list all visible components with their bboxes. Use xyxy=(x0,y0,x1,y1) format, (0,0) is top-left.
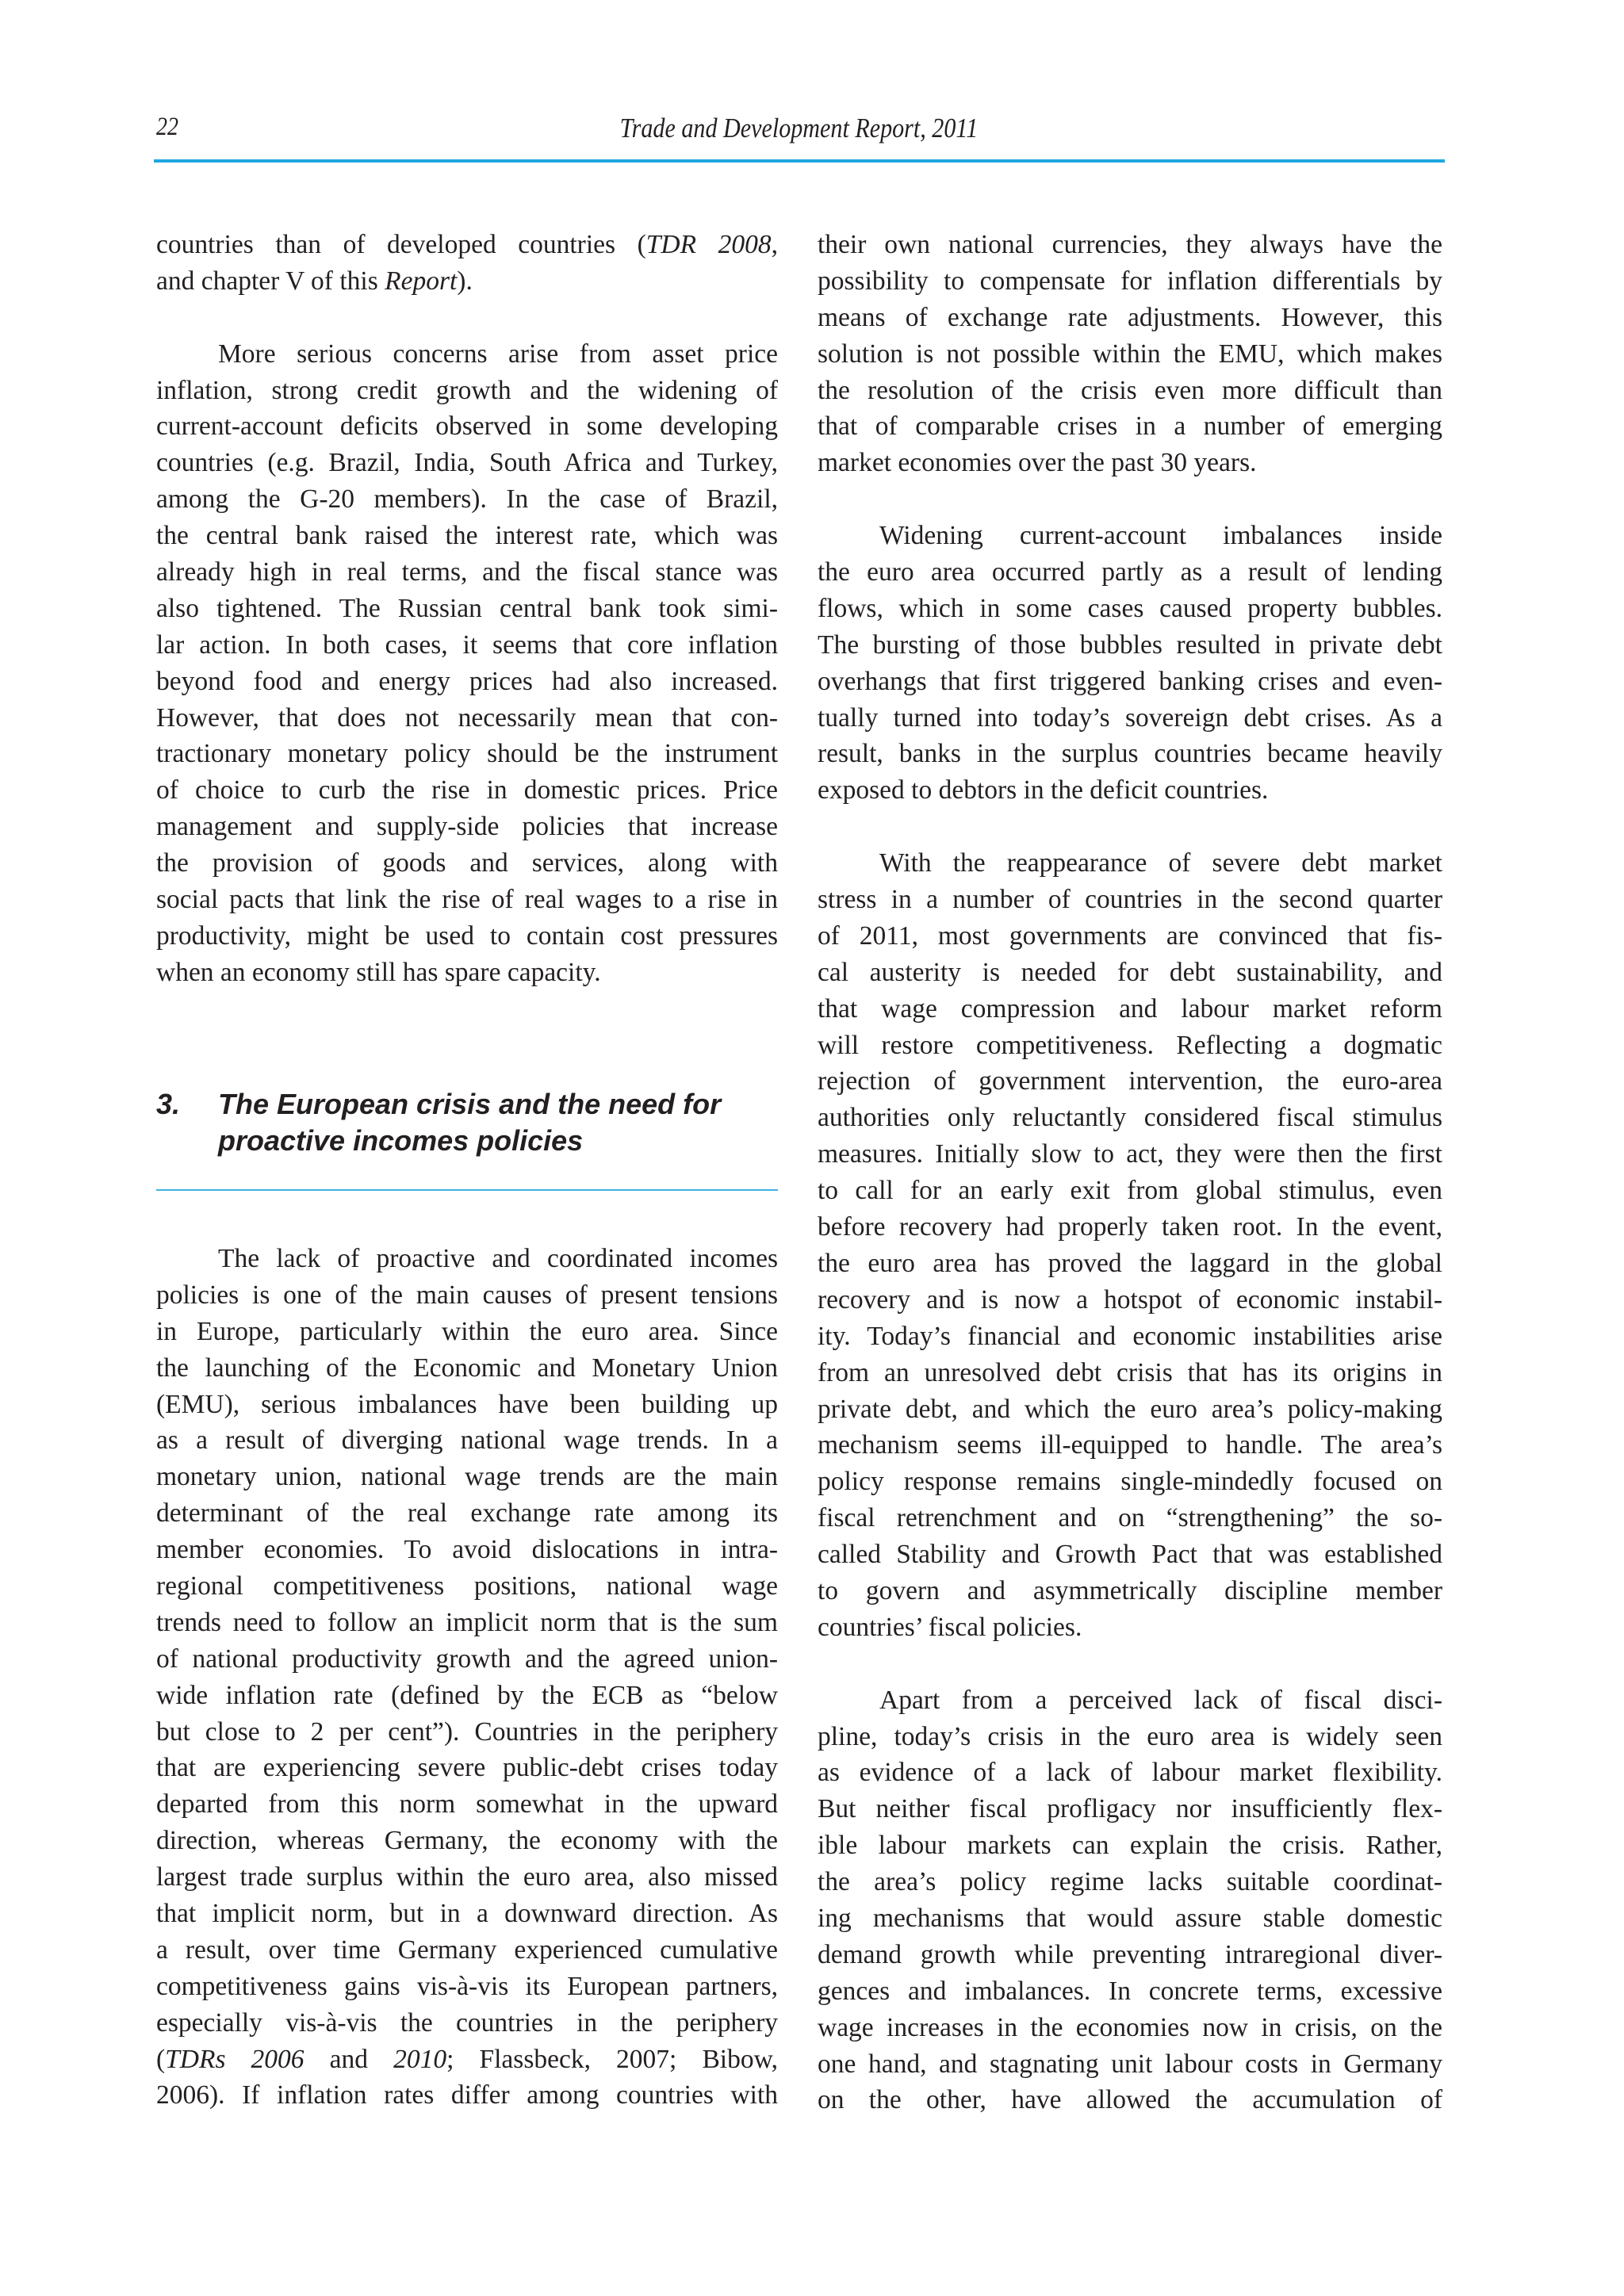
text-line: lar action. In both cases, it seems that core inflation xyxy=(156,629,778,660)
text-line: a result, over time Germany experienced cumulative xyxy=(156,1934,778,1965)
text-line: largest trade surplus within the euro area, also missed xyxy=(156,1862,778,1892)
text-line: of choice to curb the rise in domestic prices. Price xyxy=(156,775,778,806)
text-line: as evidence of a lack of labour market flexibility. xyxy=(818,1758,1442,1788)
text-line: productivity, might be used to contain cost pressures xyxy=(156,920,778,951)
text-line: tually turned into today’s sovereign debt crises. As a xyxy=(818,702,1442,733)
text-line: 2006). If inflation rates differ among countries with xyxy=(156,2080,778,2110)
paragraph xyxy=(818,1682,1442,2119)
text-line: also tightened. The Russian central bank took simi- xyxy=(156,593,778,623)
text-line: The bursting of those bubbles resulted in private debt xyxy=(818,629,1442,660)
text-line: (EMU), serious imbalances have been building up xyxy=(156,1389,778,1419)
italic-citation: TDRs 2006 xyxy=(165,2044,304,2074)
text-line: social pacts that link the rise of real wages to a rise in xyxy=(156,885,778,915)
text-line: authorities only reluctantly considered fiscal stimulus xyxy=(818,1103,1442,1133)
paragraph xyxy=(156,227,778,300)
text-line: trends need to follow an implicit norm that is the sum xyxy=(156,1607,778,1637)
text-line: the provision of goods and services, along with xyxy=(156,848,778,878)
text-line: flows, which in some cases caused property bubbles. xyxy=(818,593,1442,623)
text-line: in Europe, particularly within the euro area. Since xyxy=(156,1316,778,1346)
right-column-text xyxy=(818,227,1442,2118)
text-segment: and xyxy=(304,2044,394,2074)
text-line xyxy=(156,227,778,263)
text-line: of national productivity growth and the agreed union- xyxy=(156,1644,778,1674)
text-line: to govern and asymmetrically discipline member xyxy=(818,1575,1442,1605)
text-line: determinant of the real exchange rate among its xyxy=(156,1498,778,1529)
text-line: overhangs that first triggered banking crises and even- xyxy=(818,666,1442,696)
text-line: private debt, and which the euro area’s policy-making xyxy=(818,1394,1442,1424)
text-line: But neither fiscal profligacy nor insufficiently flex- xyxy=(818,1794,1442,1824)
paragraph xyxy=(156,336,778,991)
text-line: current-account deficits observed in some developing xyxy=(156,411,778,442)
text-line: beyond food and energy prices had also increased. xyxy=(156,666,778,696)
text-line: monetary union, national wage trends are the main xyxy=(156,1462,778,1492)
text-line: recovery and is now a hotspot of economic instabil- xyxy=(818,1284,1442,1314)
section-title-line: proactive incomes policies xyxy=(218,1124,584,1157)
text-line: will restore competitiveness. Reflecting a dogmatic xyxy=(818,1030,1442,1060)
text-line: result, banks in the surplus countries became heavily xyxy=(818,739,1442,769)
running-header-title: Trade and Development Report, 2011 xyxy=(619,113,979,144)
text-line: countries (e.g. Brazil, India, South Africa and Turkey, xyxy=(156,448,778,478)
text-line: Apart from a perceived lack of fiscal disci- xyxy=(879,1685,1442,1715)
text-line: from an unresolved debt crisis that has its origins in xyxy=(818,1357,1442,1387)
text-line: on the other, have allowed the accumulation of xyxy=(818,2085,1442,2115)
text-line: their own national currencies, they always have the xyxy=(818,230,1442,259)
header-rule xyxy=(154,159,1445,163)
text-line: the central bank raised the interest rate, which was xyxy=(156,521,778,551)
italic-citation: 2010 xyxy=(393,2044,447,2074)
text-line: competitiveness gains vis-à-vis its European partners, xyxy=(156,1971,778,2001)
text-line: of 2011, most governments are convinced that fis- xyxy=(818,920,1442,951)
paragraph xyxy=(818,518,1442,809)
text-line: the resolution of the crisis even more difficult than xyxy=(818,375,1442,405)
text-segment: ). xyxy=(457,266,473,296)
text-line: that wage compression and labour market reform xyxy=(818,993,1442,1024)
left-column-top-text xyxy=(156,227,778,991)
text-line: ible labour markets can explain the crisis. Rather, xyxy=(818,1831,1442,1861)
text-line: rejection of government intervention, the euro-area xyxy=(818,1066,1442,1096)
text-line: wide inflation rate (defined by the ECB as “below xyxy=(156,1680,778,1710)
text-line: demand growth while preventing intraregional diver- xyxy=(818,1939,1442,1969)
text-segment: , xyxy=(771,230,778,259)
text-line xyxy=(156,2042,778,2078)
text-line: Widening current-account imbalances inside xyxy=(879,521,1442,551)
section-number: 3. xyxy=(156,1088,181,1120)
text-line: cal austerity is needed for debt sustainability, and xyxy=(818,957,1442,987)
text-line: the area’s policy regime lacks suitable coordinat- xyxy=(818,1867,1442,1897)
text-line: the launching of the Economic and Monetary Union xyxy=(156,1353,778,1383)
text-line: wage increases in the economies now in crisis, on the xyxy=(818,2012,1442,2042)
text-line: policy response remains single-mindedly focused on xyxy=(818,1467,1442,1497)
text-line: inflation, strong credit growth and the widening of xyxy=(156,375,778,405)
text-segment: countries than of developed countries ( xyxy=(156,230,646,259)
text-line: member economies. To avoid dislocations in intra- xyxy=(156,1535,778,1565)
text-line: More serious concerns arise from asset price xyxy=(218,339,778,369)
text-line: exposed to debtors in the deficit countries. xyxy=(818,775,1269,806)
italic-citation: Report xyxy=(385,266,458,296)
text-line: as a result of diverging national wage trends. In a xyxy=(156,1425,778,1456)
text-line: However, that does not necessarily mean that con- xyxy=(156,702,778,733)
text-line: The lack of proactive and coordinated incomes xyxy=(218,1244,778,1273)
text-line: With the reappearance of severe debt market xyxy=(879,848,1442,878)
text-line: called Stability and Growth Pact that was established xyxy=(818,1540,1442,1570)
text-line: especially vis-à-vis the countries in the periphery xyxy=(156,2007,778,2038)
text-line: among the G-20 members). In the case of Brazil, xyxy=(156,484,778,515)
text-line: management and supply-side policies that increase xyxy=(156,812,778,842)
text-line: when an economy still has spare capacity. xyxy=(156,957,601,987)
text-line: direction, whereas Germany, the economy with the xyxy=(156,1826,778,1856)
text-line: the euro area has proved the laggard in the global xyxy=(818,1248,1442,1278)
text-line: countries’ fiscal policies. xyxy=(818,1612,1082,1642)
text-line: regional competitiveness positions, national wage xyxy=(156,1571,778,1601)
text-line: solution is not possible within the EMU, which makes xyxy=(818,339,1442,369)
text-line xyxy=(156,263,778,300)
text-line: stress in a number of countries in the second quarter xyxy=(818,885,1442,915)
text-line: pline, today’s crisis in the euro area is widely seen xyxy=(818,1721,1442,1751)
text-line: the euro area occurred partly as a result of lending xyxy=(818,557,1442,587)
text-line: departed from this norm somewhat in the upward xyxy=(156,1789,778,1820)
section-heading-rule xyxy=(156,1189,778,1191)
text-line: one hand, and stagnating unit labour costs in Germany xyxy=(818,2049,1442,2079)
text-line: possibility to compensate for inflation differentials by xyxy=(818,266,1442,296)
text-line: measures. Initially slow to act, they were then the first xyxy=(818,1139,1442,1169)
text-line: gences and imbalances. In concrete terms, excessive xyxy=(818,1976,1442,2006)
text-line: but close to 2 per cent”). Countries in the periphery xyxy=(156,1716,778,1747)
page-number: 22 xyxy=(156,113,179,141)
text-line: fiscal retrenchment and on “strengthening” the so- xyxy=(818,1503,1442,1533)
text-line: market economies over the past 30 years. xyxy=(818,448,1257,478)
text-segment: and chapter V of this xyxy=(156,266,385,296)
text-segment: ( xyxy=(156,2044,166,2074)
text-line: already high in real terms, and the fiscal stance was xyxy=(156,557,778,587)
paragraph xyxy=(818,227,1442,481)
text-line: policies is one of the main causes of present tensions xyxy=(156,1280,778,1310)
text-line: means of exchange rate adjustments. However, this xyxy=(818,302,1442,332)
paragraph xyxy=(818,845,1442,1646)
text-line: ing mechanisms that would assure stable domestic xyxy=(818,1903,1442,1933)
left-column-section-text xyxy=(156,1241,778,2114)
paragraph xyxy=(156,1241,778,2114)
text-line: to call for an early exit from global stimulus, even xyxy=(818,1176,1442,1206)
text-line: that are experiencing severe public-debt crises today xyxy=(156,1753,778,1783)
section-title-line: The European crisis and the need for xyxy=(218,1088,722,1120)
text-line: before recovery had properly taken root. In the event, xyxy=(818,1212,1442,1242)
text-segment: ; Flassbeck, 2007; Bibow, xyxy=(446,2044,778,2074)
text-line: that implicit norm, but in a downward direction. As xyxy=(156,1899,778,1929)
text-line: mechanism seems ill-equipped to handle. The area’s xyxy=(818,1430,1442,1460)
text-line: tractionary monetary policy should be the instrument xyxy=(156,739,778,769)
text-line: ity. Today’s financial and economic instabilities arise xyxy=(818,1321,1442,1351)
text-line: that of comparable crises in a number of emerging xyxy=(818,411,1442,442)
italic-citation: TDR 2008 xyxy=(645,230,772,259)
section-heading xyxy=(156,1086,778,1159)
